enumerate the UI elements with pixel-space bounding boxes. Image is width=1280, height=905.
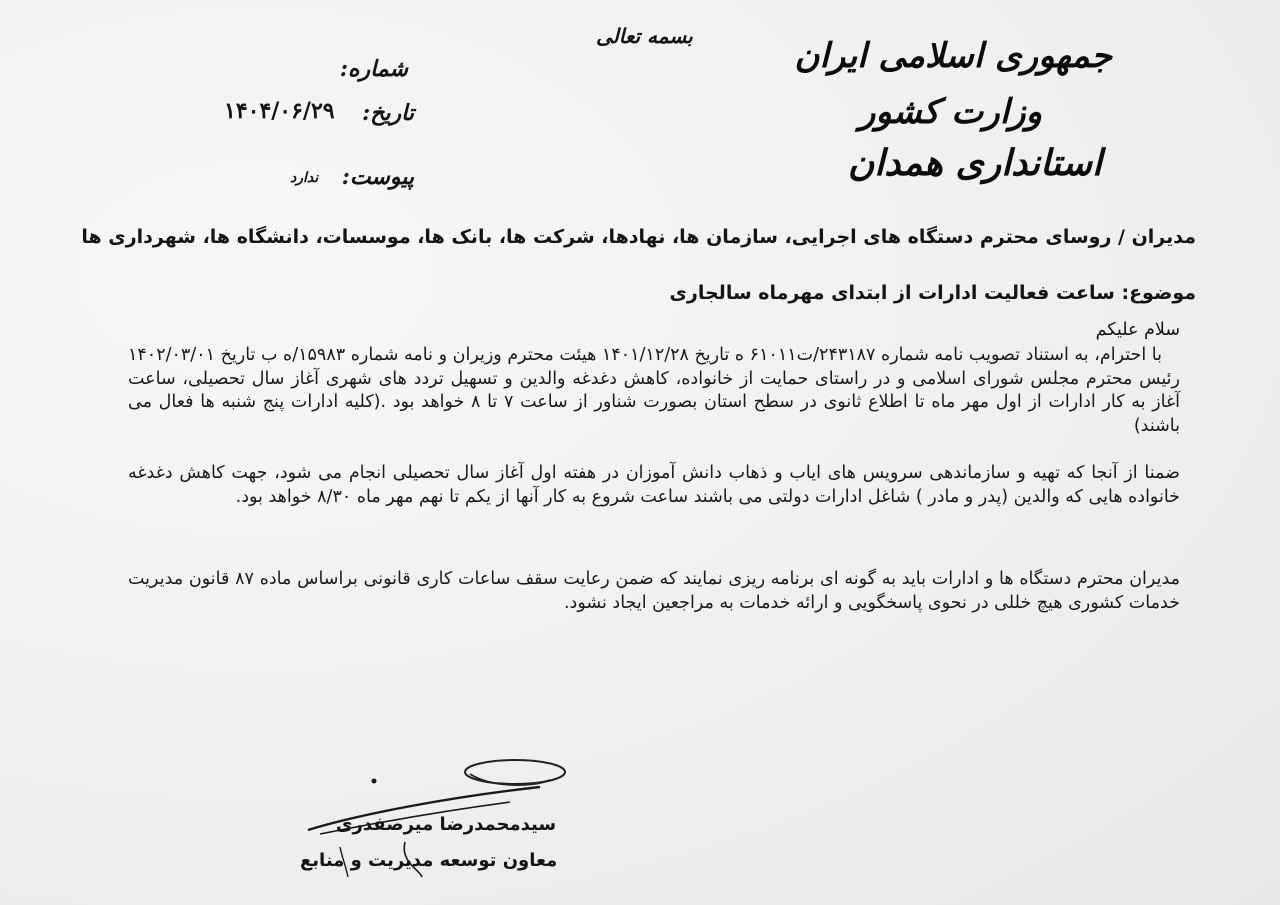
recipients-line: مدیران / روسای محترم دستگاه های اجرایی، سازمان ها، نهادها، شرکت ها، بانک ها، موسسات، دانشگاه ها، شهرداری ها [81, 226, 1196, 248]
letter-number-label: شماره: [339, 56, 408, 82]
letterhead-governorate: استانداری همدان [847, 142, 1102, 184]
body-paragraph-1: با احترام، به استناد تصویب نامه شماره ۲۴۳۱۸۷/ت۶۱۰۱۱ ه تاریخ ۱۴۰۱/۱۲/۲۸ هیئت محترم وزیران و نامه شماره ۱۵۹۸۳/ه ب تاریخ ۱۴۰۲/۰۳/۰۱ رئیس محترم مجلس شورای اسلامی و در راستای حمایت از خانواده، کاهش دغدغه والدین و تسهیل تردد های شهری آغاز سال تحصیلی، ساعت آغاز به کار ادارات از اول مهر ماه تا اطلاع ثانوی در سطح استان بصورت شناور از ساعت ۷ تا ۸ خواهد بود .(کلیه ادارات پنج شنبه ها فعال می باشند) [128, 345, 1180, 436]
greeting: سلام علیکم [1095, 320, 1180, 340]
letter-date-value: ۱۴۰۴/۰۶/۲۹ [224, 98, 335, 124]
letter-date-label: تاریخ: [362, 100, 414, 126]
signatory-name: سیدمحمدرضا میرصفدری [336, 814, 557, 835]
body-paragraph-2: ضمنا از آنجا که تهیه و سازماندهی سرویس های ایاب و ذهاب دانش آموزان در هفته اول آغاز سال تحصیلی انجام می شود، جهت کاهش دغدغه خانواده هایی که والدین (پدر و مادر ) شاغل ادارات دولتی می باشند ساعت شروع به کار آنها از یکم تا نهم مهر ماه ۸/۳۰ خواهد بود. [128, 463, 1180, 507]
signatory-title: معاون توسعه مدیریت و منابع [300, 850, 558, 871]
invocation-header: بسمه تعالی [596, 24, 693, 48]
letterhead-ministry: وزارت کشور [858, 92, 1042, 132]
attachment-label: پیوست: [341, 164, 414, 190]
subject-line: موضوع: ساعت فعالیت ادارات از ابتدای مهرماه سالجاری [669, 282, 1196, 304]
attachment-value: ندارد [290, 170, 319, 186]
body-paragraph-3: مدیران محترم دستگاه ها و ادارات باید به گونه ای برنامه ریزی نمایند که ضمن رعایت سقف ساعات کاری قانونی براساس ماده ۸۷ قانون مدیریت خدمات کشوری هیچ خللی در نحوی پاسخگویی و ارائه خدمات به مراجعین ایجاد نشود. [128, 569, 1181, 613]
letterhead-country: جمهوری اسلامی ایران [794, 36, 1112, 76]
